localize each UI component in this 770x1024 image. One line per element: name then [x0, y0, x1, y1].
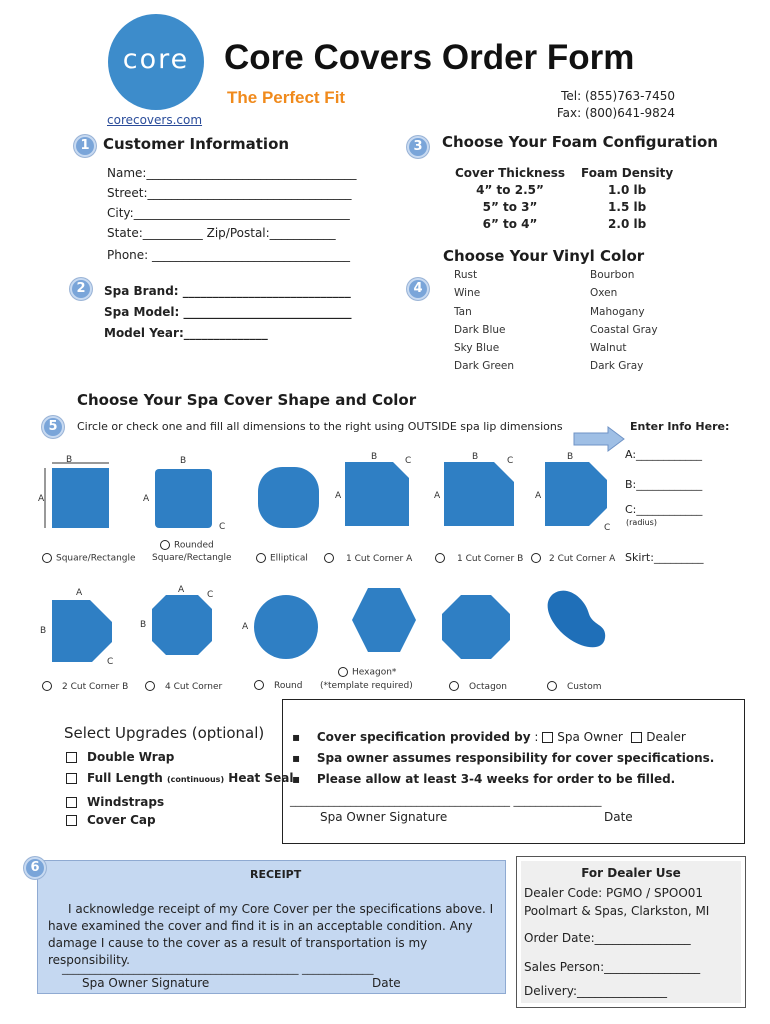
option-label: Square/Rectangle — [152, 553, 232, 563]
color-option[interactable]: Tan — [454, 305, 472, 318]
shape-custom[interactable] — [545, 588, 609, 652]
option-label: Custom — [567, 681, 602, 692]
model-year-field[interactable]: Model Year:______________ — [104, 326, 268, 340]
radio-icon — [256, 553, 266, 563]
spec-provided-by: ▪ Cover specification provided by : Spa Owner Dealer — [292, 730, 686, 744]
radius-note: (radius) — [626, 518, 657, 527]
receipt-title: RECEIPT — [250, 868, 302, 881]
color-option[interactable]: Bourbon — [590, 269, 635, 281]
shape-instruction: Circle or check one and fill all dimensions to the right using OUTSIDE spa lip dimensions — [77, 420, 563, 433]
spec-colon: : — [530, 730, 543, 744]
option-label: 1 Cut Corner A — [346, 553, 413, 564]
option-octagon[interactable] — [449, 681, 507, 692]
spec-signature-label: Spa Owner Signature — [320, 810, 448, 824]
city-field[interactable]: City:____________________________________ — [107, 206, 350, 220]
color-option[interactable]: Oxen — [590, 287, 618, 300]
color-option[interactable]: Dark Green — [454, 360, 515, 373]
option-label: Dealer — [646, 730, 686, 744]
step-3-badge: 3 — [407, 136, 429, 158]
enter-info-label: Enter Info Here: — [630, 420, 730, 433]
dim-label-b: B — [40, 626, 47, 636]
dim-label-c: C — [107, 657, 114, 667]
receipt-signature-label: Spa Owner Signature — [82, 976, 210, 990]
option-1-cut-corner-b[interactable] — [435, 553, 523, 564]
template-note: (*template required) — [320, 681, 413, 691]
color-option[interactable]: Wine — [454, 287, 481, 300]
skirt-field[interactable]: Skirt:_________ — [625, 551, 704, 564]
radio-icon — [338, 667, 348, 677]
color-option[interactable]: Walnut — [590, 342, 627, 355]
radio-icon — [145, 681, 155, 691]
dim-a-field[interactable]: A:____________ — [625, 448, 703, 461]
checkbox-icon — [66, 797, 77, 808]
upgrade-full-length[interactable] — [66, 768, 293, 790]
customer-info-heading: Customer Information — [103, 135, 290, 153]
spec-signature-line[interactable]: ________________________________________ ________________ — [290, 794, 602, 807]
option-rounded[interactable] — [160, 540, 214, 551]
receipt-signature-line[interactable]: ___________________________________________ _____________ — [62, 962, 374, 975]
dim-label-c: C — [604, 523, 611, 533]
order-date-field[interactable]: Order Date:________________ — [524, 931, 691, 945]
shape-2-cut-corner-b[interactable] — [52, 600, 112, 662]
dealer-info — [524, 884, 709, 920]
upgrade-note: (continuous) — [166, 775, 225, 784]
option-label: 2 Cut Corner A — [549, 553, 616, 564]
dim-label-c: C — [507, 456, 514, 466]
dimension-marks — [40, 460, 115, 540]
radio-icon — [324, 553, 334, 563]
radio-icon — [449, 681, 459, 691]
thickness-header: Cover Thickness — [455, 166, 566, 180]
dim-label-a: A — [335, 491, 342, 501]
shape-2-cut-corner-a[interactable] — [545, 462, 607, 526]
option-label: Round — [274, 680, 303, 691]
spec-date-label: Date — [604, 810, 633, 824]
street-field[interactable]: Street:__________________________________ — [107, 186, 352, 200]
dim-label-a: A — [178, 585, 185, 595]
spec-text: Spa owner assumes responsibility for cover specifications. — [316, 751, 715, 765]
dim-label-b: B — [567, 452, 574, 462]
fax-number: Fax: (800)641-9824 — [556, 106, 675, 120]
dim-c-field[interactable]: C:____________ — [625, 503, 703, 516]
dim-label-a: A — [535, 491, 542, 501]
contact-info — [557, 88, 675, 122]
shape-1-cut-corner-a[interactable] — [345, 462, 409, 526]
option-label: 2 Cut Corner B — [62, 681, 129, 692]
option-label: Rounded — [174, 540, 214, 551]
option-label: Elliptical — [270, 553, 308, 564]
option-2-cut-corner-b[interactable] — [42, 681, 128, 692]
vinyl-colors-col2 — [590, 266, 658, 376]
dim-label-b: B — [472, 452, 479, 462]
checkbox-icon — [66, 752, 77, 763]
radio-icon — [160, 540, 170, 550]
checkbox-icon — [631, 732, 642, 743]
dim-label-a: A — [76, 588, 83, 598]
option-label: Square/Rectangle — [56, 553, 136, 564]
radio-icon — [42, 681, 52, 691]
sales-person-field[interactable]: Sales Person:________________ — [524, 960, 701, 974]
option-label: Spa Owner — [557, 730, 623, 744]
dim-b-field[interactable]: B:____________ — [625, 478, 703, 491]
dim-label-a: A — [143, 494, 150, 504]
checkbox-icon — [66, 773, 77, 784]
option-hexagon[interactable] — [338, 667, 396, 678]
upgrade-cover-cap[interactable] — [66, 810, 293, 831]
color-option[interactable]: Sky Blue — [454, 342, 500, 355]
spec-text: Cover specification provided by — [316, 730, 531, 744]
step-5-badge: 5 — [42, 416, 64, 438]
shape-1-cut-corner-b[interactable] — [444, 462, 514, 526]
color-option[interactable]: Mahogany — [590, 305, 645, 318]
dim-label-a: A — [38, 494, 45, 504]
dim-label-c: C — [219, 522, 226, 532]
arrow-right-icon — [574, 427, 624, 451]
dealer-name: Poolmart & Spas, Clarkston, MI — [524, 904, 710, 918]
delivery-field[interactable]: Delivery:_______________ — [524, 984, 667, 998]
upgrade-label: Full Length — [87, 771, 163, 785]
option-1-cut-corner-a[interactable] — [324, 553, 412, 564]
vinyl-color-heading: Choose Your Vinyl Color — [443, 247, 645, 265]
dim-label-c: C — [207, 590, 214, 600]
customer-fields — [107, 163, 356, 265]
upgrades-heading: Select Upgrades (optional) — [64, 724, 265, 742]
state-zip-field[interactable]: State:__________ Zip/Postal:___________ — [107, 226, 336, 240]
color-option[interactable]: Coastal Gray — [590, 323, 658, 336]
upgrade-label: Heat Seal — [228, 771, 294, 785]
vinyl-colors-col1 — [454, 266, 514, 376]
foam-config-heading: Choose Your Foam Configuration — [442, 133, 718, 151]
dealer-option[interactable] — [631, 730, 686, 744]
dealer-code: Dealer Code: PGMO / SPOO01 — [524, 886, 704, 900]
option-elliptical[interactable] — [256, 553, 308, 564]
upgrade-list — [66, 747, 293, 831]
upgrade-label: Cover Cap — [87, 813, 156, 827]
spec-responsibility: ▪ Spa owner assumes responsibility for cover specifications. — [292, 751, 715, 765]
shape-round[interactable] — [254, 595, 318, 659]
spa-brand-field[interactable]: Spa Brand: ____________________________ — [104, 284, 351, 298]
dim-label-a: A — [434, 491, 441, 501]
page-title: Core Covers Order Form — [224, 38, 635, 77]
step-4-badge: 4 — [407, 278, 429, 300]
dealer-title: For Dealer Use — [581, 866, 681, 880]
option-2-cut-corner-a[interactable] — [531, 553, 615, 564]
shape-heading: Choose Your Spa Cover Shape and Color — [77, 391, 417, 409]
option-label: Hexagon* — [352, 667, 397, 678]
step-2-badge: 2 — [70, 278, 92, 300]
step-1-badge: 1 — [74, 135, 96, 157]
option-label: Octagon — [469, 681, 507, 692]
core-logo — [108, 14, 204, 110]
checkbox-icon — [542, 732, 553, 743]
foam-table — [447, 165, 681, 233]
option-label: 4 Cut Corner — [165, 681, 223, 692]
upgrade-double-wrap[interactable] — [66, 747, 293, 768]
dim-label-b: B — [140, 620, 147, 630]
dim-label-c: C — [405, 456, 412, 466]
website-link[interactable]: corecovers.com — [107, 113, 203, 127]
spec-weeks: ▪ Please allow at least 3-4 weeks for order to be filled. — [292, 772, 676, 786]
step-6-badge: 6 — [24, 857, 46, 879]
dim-label-b: B — [66, 455, 73, 465]
name-field[interactable]: Name:___________________________________ — [107, 166, 357, 180]
option-4-cut-corner[interactable] — [145, 681, 222, 692]
shape-elliptical[interactable] — [258, 467, 319, 528]
shape-octagon[interactable] — [442, 595, 510, 659]
dim-label-b: B — [180, 456, 187, 466]
color-option[interactable]: Rust — [454, 269, 478, 281]
receipt-date-label: Date — [372, 976, 401, 990]
phone-field[interactable]: Phone: _________________________________ — [107, 248, 351, 262]
shape-hexagon[interactable] — [352, 588, 416, 652]
color-option[interactable]: Dark Blue — [454, 323, 506, 336]
radio-icon — [547, 681, 557, 691]
dim-label-b: B — [371, 452, 378, 462]
shape-4-cut-corner[interactable] — [152, 595, 212, 655]
option-custom[interactable] — [547, 681, 601, 692]
spec-text: Please allow at least 3-4 weeks for order to be filled. — [316, 772, 676, 786]
dim-label-a: A — [242, 622, 249, 632]
shape-rounded-square[interactable] — [155, 469, 212, 528]
color-option[interactable]: Dark Gray — [590, 360, 644, 373]
spa-owner-option[interactable] — [542, 730, 623, 744]
option-square-rectangle[interactable] — [42, 553, 136, 564]
density-header: Foam Density — [581, 166, 674, 180]
radio-icon — [42, 553, 52, 563]
logo-text: core — [122, 44, 190, 75]
spa-model-field[interactable]: Spa Model: ____________________________ — [104, 305, 352, 319]
checkbox-icon — [66, 815, 77, 826]
option-round[interactable] — [254, 680, 302, 691]
option-label: 1 Cut Corner B — [457, 553, 524, 564]
radio-icon — [531, 553, 541, 563]
spa-fields — [104, 281, 352, 344]
radio-icon — [435, 553, 445, 563]
foam-row[interactable]: 5” to 3” 1.5 lb — [482, 200, 647, 214]
upgrade-label: Windstraps — [87, 795, 165, 809]
tagline: The Perfect Fit — [227, 88, 346, 107]
foam-row[interactable]: 6” to 4” 2.0 lb — [482, 217, 647, 231]
phone-number: Tel: (855)763-7450 — [561, 89, 675, 103]
receipt-text: I acknowledge receipt of my Core Cover per the specifications above. I have examined the cover and find it is in an acceptable condition. Any damage I cause to the cover as a result of transportation is my responsibility. — [48, 902, 494, 967]
spec-bullets — [292, 727, 714, 790]
upgrade-label: Double Wrap — [87, 750, 175, 764]
radio-icon — [254, 680, 264, 690]
foam-row[interactable]: 4” to 2.5” 1.0 lb — [476, 183, 647, 197]
